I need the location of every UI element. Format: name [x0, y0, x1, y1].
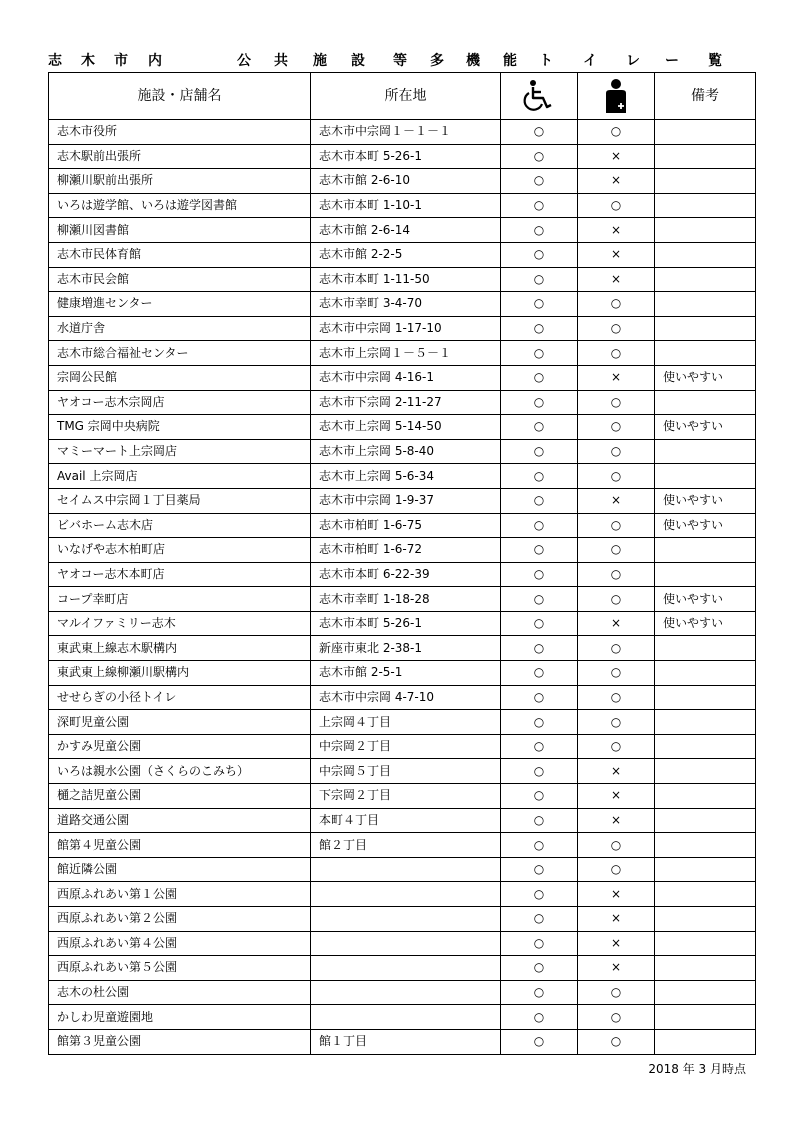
title-char: 能: [503, 53, 517, 69]
facility-name: 深町児童公園: [49, 710, 311, 735]
title-char: ー: [665, 53, 679, 69]
facility-name: 水道庁舎: [49, 316, 311, 341]
facility-address: 志木市中宗岡 4-16-1: [311, 365, 501, 390]
facility-note: [655, 538, 756, 563]
facility-name: Avail 上宗岡店: [49, 464, 311, 489]
table-row: [49, 562, 756, 587]
title-char: 内: [148, 53, 162, 69]
title-char: 等: [393, 53, 407, 69]
table-row: [49, 882, 756, 907]
baby-changing-status: ×: [578, 242, 655, 267]
facility-note: [655, 144, 756, 169]
facility-address: 志木市下宗岡 2-11-27: [311, 390, 501, 415]
wheelchair-status: ○: [501, 808, 578, 833]
facility-address: 志木市館 2-6-10: [311, 169, 501, 194]
baby-changing-status: ○: [578, 292, 655, 317]
wheelchair-status: ○: [501, 218, 578, 243]
wheelchair-status: ○: [501, 710, 578, 735]
table-row: [49, 415, 756, 440]
table-row: [49, 611, 756, 636]
table-row: [49, 956, 756, 981]
facility-note: [655, 439, 756, 464]
table-row: [49, 907, 756, 932]
facility-name: マミーマート上宗岡店: [49, 439, 311, 464]
wheelchair-status: ○: [501, 415, 578, 440]
table-row: [49, 759, 756, 784]
facility-address: 新座市東北 2-38-1: [311, 636, 501, 661]
wheelchair-status: ○: [501, 611, 578, 636]
facility-address: 志木市本町 5-26-1: [311, 611, 501, 636]
table-header: [49, 73, 756, 120]
baby-changing-status: ×: [578, 488, 655, 513]
wheelchair-status: ○: [501, 587, 578, 612]
table-row: [49, 488, 756, 513]
facility-name: 館第４児童公園: [49, 833, 311, 858]
facility-note: [655, 808, 756, 833]
table-row: [49, 857, 756, 882]
title-char: イ: [583, 53, 597, 69]
facility-note: [655, 464, 756, 489]
facility-note: [655, 193, 756, 218]
facility-note: 使いやすい: [655, 513, 756, 538]
title-char: 多: [430, 53, 444, 69]
table-row: [49, 341, 756, 366]
facility-name: 道路交通公園: [49, 808, 311, 833]
facility-note: [655, 636, 756, 661]
table-row: [49, 365, 756, 390]
facility-address: 上宗岡４丁目: [311, 710, 501, 735]
facility-address: [311, 882, 501, 907]
facility-note: 使いやすい: [655, 365, 756, 390]
facility-note: [655, 267, 756, 292]
facility-note: [655, 956, 756, 981]
title-char: 設: [351, 53, 365, 69]
wheelchair-status: ○: [501, 464, 578, 489]
facility-name: 志木市民体育館: [49, 242, 311, 267]
wheelchair-status: ○: [501, 316, 578, 341]
facility-address: 志木市上宗岡 5-6-34: [311, 464, 501, 489]
baby-changing-status: ○: [578, 513, 655, 538]
facility-note: [655, 710, 756, 735]
baby-changing-status: ○: [578, 587, 655, 612]
table-row: [49, 538, 756, 563]
facility-name: 志木市役所: [49, 120, 311, 145]
facility-name: 西原ふれあい第４公園: [49, 931, 311, 956]
facility-address: 志木市柏町 1-6-72: [311, 538, 501, 563]
wheelchair-status: ○: [501, 488, 578, 513]
table-row: [49, 661, 756, 686]
facility-address: 志木市幸町 1-18-28: [311, 587, 501, 612]
header-note: 備考: [655, 73, 756, 120]
facility-address: 志木市幸町 3-4-70: [311, 292, 501, 317]
facility-note: [655, 833, 756, 858]
facility-name: ヤオコー志木宗岡店: [49, 390, 311, 415]
facility-name: ビバホーム志木店: [49, 513, 311, 538]
table-row: [49, 316, 756, 341]
facility-name: 樋之詰児童公園: [49, 784, 311, 809]
wheelchair-status: ○: [501, 169, 578, 194]
facility-name: いなげや志木柏町店: [49, 538, 311, 563]
baby-changing-status: ○: [578, 857, 655, 882]
wheelchair-status: ○: [501, 538, 578, 563]
date-note: 2018 年 3 月時点: [648, 1062, 746, 1076]
wheelchair-status: ○: [501, 907, 578, 932]
facility-note: 使いやすい: [655, 415, 756, 440]
baby-changing-status: ×: [578, 907, 655, 932]
facility-address: 下宗岡２丁目: [311, 784, 501, 809]
facility-name: 館近隣公園: [49, 857, 311, 882]
wheelchair-status: ○: [501, 980, 578, 1005]
wheelchair-status: ○: [501, 882, 578, 907]
baby-changing-status: ×: [578, 931, 655, 956]
table-row: [49, 980, 756, 1005]
facility-name: 東武東上線柳瀬川駅構内: [49, 661, 311, 686]
facility-note: [655, 341, 756, 366]
wheelchair-status: ○: [501, 734, 578, 759]
facility-name: ヤオコー志木本町店: [49, 562, 311, 587]
facility-name: 健康増進センター: [49, 292, 311, 317]
facility-address: 志木市柏町 1-6-75: [311, 513, 501, 538]
facility-address: 志木市本町 5-26-1: [311, 144, 501, 169]
facility-address: 志木市上宗岡 5-8-40: [311, 439, 501, 464]
baby-changing-status: ○: [578, 980, 655, 1005]
facility-address: 中宗岡５丁目: [311, 759, 501, 784]
facility-note: [655, 661, 756, 686]
facility-note: 使いやすい: [655, 611, 756, 636]
table-row: [49, 218, 756, 243]
facility-note: 使いやすい: [655, 488, 756, 513]
table-row: [49, 390, 756, 415]
title-char: 公: [237, 53, 251, 69]
baby-changing-status: ×: [578, 169, 655, 194]
facility-note: [655, 759, 756, 784]
baby-changing-status: ○: [578, 341, 655, 366]
baby-changing-status: ×: [578, 956, 655, 981]
table-row: [49, 931, 756, 956]
facility-address: [311, 931, 501, 956]
facility-name: 西原ふれあい第１公園: [49, 882, 311, 907]
table-row: [49, 242, 756, 267]
table-row: [49, 120, 756, 145]
table-row: [49, 833, 756, 858]
header-address: 所在地: [311, 73, 501, 120]
facility-address: 志木市上宗岡 5-14-50: [311, 415, 501, 440]
facility-address: 志木市本町 6-22-39: [311, 562, 501, 587]
wheelchair-status: ○: [501, 636, 578, 661]
table-row: [49, 808, 756, 833]
facility-note: [655, 390, 756, 415]
facility-address: [311, 907, 501, 932]
wheelchair-status: ○: [501, 439, 578, 464]
wheelchair-status: ○: [501, 1029, 578, 1054]
facility-note: [655, 218, 756, 243]
baby-changing-status: ○: [578, 415, 655, 440]
table-row: [49, 513, 756, 538]
facility-note: [655, 1029, 756, 1054]
table-row: [49, 587, 756, 612]
facility-address: 志木市中宗岡 1-17-10: [311, 316, 501, 341]
baby-changing-status: ○: [578, 464, 655, 489]
table-row: [49, 193, 756, 218]
facility-address: 志木市本町 1-11-50: [311, 267, 501, 292]
facility-address: [311, 980, 501, 1005]
facility-address: 志木市館 2-5-1: [311, 661, 501, 686]
wheelchair-status: ○: [501, 1005, 578, 1030]
wheelchair-status: ○: [501, 292, 578, 317]
facility-name: せせらぎの小径トイレ: [49, 685, 311, 710]
facility-note: 使いやすい: [655, 587, 756, 612]
wheelchair-status: ○: [501, 784, 578, 809]
facility-address: 志木市館 2-6-14: [311, 218, 501, 243]
facility-address: [311, 857, 501, 882]
facility-note: [655, 980, 756, 1005]
baby-changing-status: ×: [578, 611, 655, 636]
header-baby-changing: [578, 73, 655, 120]
facility-name: 宗岡公民館: [49, 365, 311, 390]
facility-name: かしわ児童遊園地: [49, 1005, 311, 1030]
title-char: レ: [626, 53, 640, 69]
wheelchair-status: ○: [501, 390, 578, 415]
facility-name: いろは遊学館、いろは遊学図書館: [49, 193, 311, 218]
facility-name: 志木の杜公園: [49, 980, 311, 1005]
wheelchair-status: ○: [501, 661, 578, 686]
table-row: [49, 710, 756, 735]
table-row: [49, 784, 756, 809]
facility-note: [655, 242, 756, 267]
table-row: [49, 734, 756, 759]
title-char: 共: [274, 53, 288, 69]
facility-name: 志木駅前出張所: [49, 144, 311, 169]
facility-address: 志木市中宗岡 1-9-37: [311, 488, 501, 513]
toilet-table: [48, 72, 756, 1055]
wheelchair-status: ○: [501, 857, 578, 882]
baby-changing-status: ○: [578, 538, 655, 563]
facility-address: 館１丁目: [311, 1029, 501, 1054]
baby-changing-status: ○: [578, 390, 655, 415]
facility-note: [655, 292, 756, 317]
baby-changing-status: ×: [578, 144, 655, 169]
facility-address: 志木市中宗岡１－１－１: [311, 120, 501, 145]
title-char: 木: [81, 53, 95, 69]
facility-note: [655, 685, 756, 710]
facility-note: [655, 169, 756, 194]
facility-name: セイムス中宗岡１丁目薬局: [49, 488, 311, 513]
facility-address: 館２丁目: [311, 833, 501, 858]
wheelchair-status: ○: [501, 956, 578, 981]
facility-name: コープ幸町店: [49, 587, 311, 612]
wheelchair-status: ○: [501, 931, 578, 956]
table-row: [49, 1005, 756, 1030]
facility-address: 本町４丁目: [311, 808, 501, 833]
wheelchair-status: ○: [501, 144, 578, 169]
table-row: [49, 439, 756, 464]
page-title: [48, 52, 748, 72]
facility-note: [655, 907, 756, 932]
facility-address: 志木市本町 1-10-1: [311, 193, 501, 218]
baby-changing-status: ×: [578, 808, 655, 833]
header-name: 施設・店舗名: [49, 73, 311, 120]
baby-changing-status: ×: [578, 882, 655, 907]
title-char: 施: [313, 53, 327, 69]
baby-changing-status: ○: [578, 1029, 655, 1054]
table-row: [49, 1029, 756, 1054]
header-wheelchair: [501, 73, 578, 120]
facility-name: かすみ児童公園: [49, 734, 311, 759]
baby-changing-status: ○: [578, 661, 655, 686]
table-row: [49, 144, 756, 169]
wheelchair-status: ○: [501, 365, 578, 390]
table-row: [49, 292, 756, 317]
wheelchair-status: ○: [501, 120, 578, 145]
facility-address: 志木市上宗岡１－５－１: [311, 341, 501, 366]
baby-changing-status: ×: [578, 759, 655, 784]
facility-note: [655, 931, 756, 956]
facility-note: [655, 120, 756, 145]
table-row: [49, 267, 756, 292]
facility-note: [655, 734, 756, 759]
baby-changing-status: ×: [578, 267, 655, 292]
baby-changing-status: ○: [578, 120, 655, 145]
facility-address: [311, 956, 501, 981]
facility-name: マルイファミリー志木: [49, 611, 311, 636]
baby-changing-status: ○: [578, 439, 655, 464]
facility-name: 西原ふれあい第２公園: [49, 907, 311, 932]
facility-address: 中宗岡２丁目: [311, 734, 501, 759]
facility-name: 志木市民会館: [49, 267, 311, 292]
wheelchair-status: ○: [501, 562, 578, 587]
wheelchair-status: ○: [501, 242, 578, 267]
wheelchair-status: ○: [501, 833, 578, 858]
facility-note: [655, 784, 756, 809]
baby-changing-status: ○: [578, 636, 655, 661]
baby-changing-status: ○: [578, 710, 655, 735]
title-char: 機: [466, 53, 480, 69]
facility-name: 館第３児童公園: [49, 1029, 311, 1054]
wheelchair-status: ○: [501, 759, 578, 784]
facility-note: [655, 882, 756, 907]
facility-address: [311, 1005, 501, 1030]
baby-changing-status: ○: [578, 562, 655, 587]
wheelchair-status: ○: [501, 193, 578, 218]
title-char: ト: [539, 53, 553, 69]
wheelchair-status: ○: [501, 513, 578, 538]
baby-changing-status: ○: [578, 1005, 655, 1030]
baby-changing-status: ○: [578, 685, 655, 710]
facility-note: [655, 1005, 756, 1030]
facility-address: 志木市中宗岡 4-7-10: [311, 685, 501, 710]
table-row: [49, 636, 756, 661]
wheelchair-icon: [522, 79, 556, 113]
facility-note: [655, 857, 756, 882]
facility-name: TMG 宗岡中央病院: [49, 415, 311, 440]
table-row: [49, 685, 756, 710]
title-char: 覧: [708, 53, 722, 69]
baby-changing-status: ○: [578, 193, 655, 218]
facility-name: いろは親水公園（さくらのこみち）: [49, 759, 311, 784]
title-char: 市: [114, 53, 128, 69]
facility-note: [655, 562, 756, 587]
table-row: [49, 464, 756, 489]
wheelchair-status: ○: [501, 685, 578, 710]
baby-changing-status: ×: [578, 784, 655, 809]
baby-changing-status: ○: [578, 833, 655, 858]
facility-name: 東武東上線志木駅構内: [49, 636, 311, 661]
baby-changing-status: ×: [578, 218, 655, 243]
facility-address: 志木市館 2-2-5: [311, 242, 501, 267]
baby-changing-icon: [601, 78, 631, 114]
facility-name: 西原ふれあい第５公園: [49, 956, 311, 981]
baby-changing-status: ○: [578, 316, 655, 341]
facility-name: 柳瀬川駅前出張所: [49, 169, 311, 194]
title-char: 志: [48, 53, 62, 69]
wheelchair-status: ○: [501, 341, 578, 366]
wheelchair-status: ○: [501, 267, 578, 292]
table-row: [49, 169, 756, 194]
baby-changing-status: ×: [578, 365, 655, 390]
facility-note: [655, 316, 756, 341]
baby-changing-status: ○: [578, 734, 655, 759]
facility-name: 志木市総合福祉センター: [49, 341, 311, 366]
facility-name: 柳瀬川図書館: [49, 218, 311, 243]
